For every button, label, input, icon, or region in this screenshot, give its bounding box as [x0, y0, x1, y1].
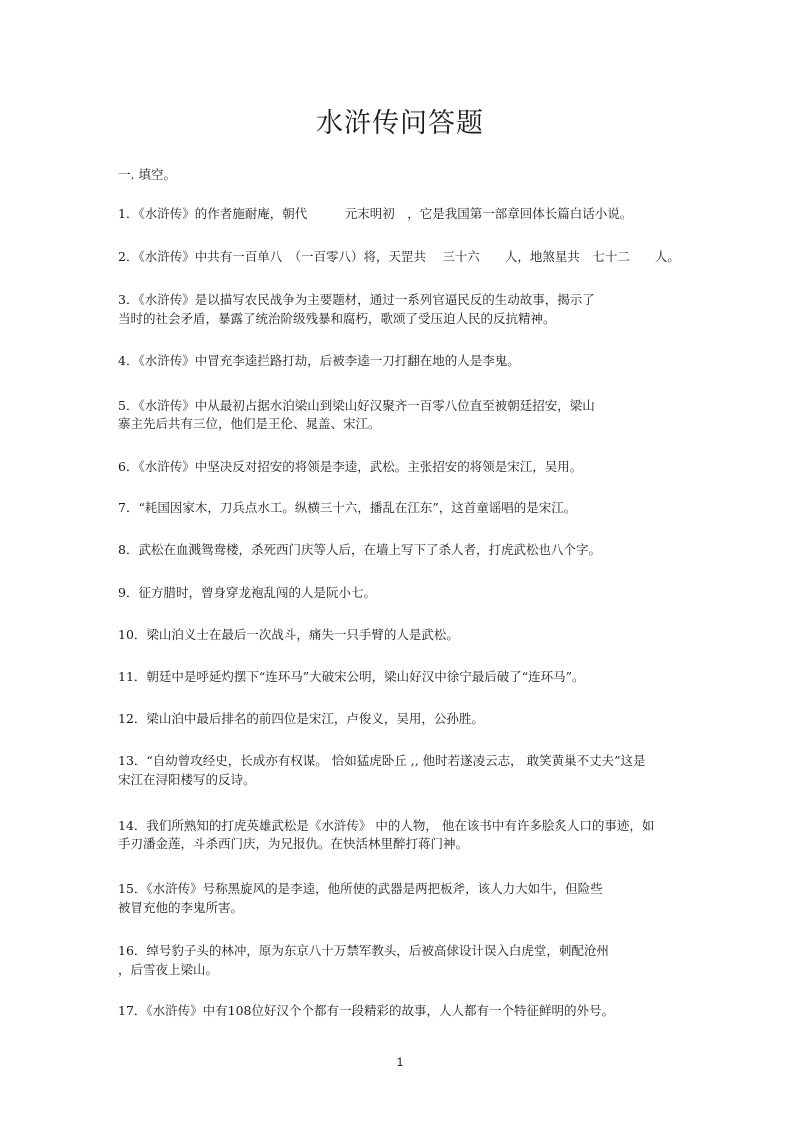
page-title: 水浒传问答题	[316, 108, 484, 139]
question-17-line-1: 17．《水浒传》中有108位好汉个个都有一段精彩的故事，人人都有一个特征鲜明的外号。	[118, 1003, 615, 1018]
section-heading: 一. 填空。	[118, 167, 176, 182]
question-3-line-1: 3．《水浒传》是以描写农民战争为主要题材，通过一系列官逼民反的生动故事，揭示了	[118, 292, 595, 307]
question-13-line-1: 13．“自幼曾攻经史，长成亦有权谋。 恰如猛虎卧丘 ,, 他时若遂凌云志， 敢笑黄巢不丈夫”这是	[118, 753, 646, 768]
question-13-line-2: 宋江在浔阳楼写的反诗。	[118, 772, 256, 787]
question-10-line-1: 10．梁山泊义士在最后一次战斗，痛失一只手臂的人是武松。	[118, 627, 459, 642]
question-7-line-1: 7．“耗国因家木，刀兵点水工。纵横三十六，播乱在江东”，这首童谣唱的是宋江。	[118, 500, 577, 515]
question-16-line-2: ，后雪夜上梁山。	[118, 962, 219, 977]
question-15-line-1: 15．《水浒传》号称黑旋风的是李逵，他所使的武器是两把板斧，该人力大如牛，但险些	[118, 881, 603, 896]
question-14-line-1: 14．我们所熟知的打虎英雄武松是《水浒传》 中的人物， 他在该书中有许多脍炙人口的事迹，如	[118, 818, 655, 833]
question-11-line-1: 11．朝廷中是呼延灼摆下“连环马”大破宋公明，梁山好汉中徐宁最后破了“连环马”。	[118, 669, 585, 684]
question-3-line-2: 当时的社会矛盾，暴露了统治阶级残暴和腐朽，歌颂了受压迫人民的反抗精神。	[118, 311, 556, 326]
question-14-line-2: 手刃潘金莲，斗杀西门庆，为兄报仇。在快活林里醉打蒋门神。	[118, 836, 469, 851]
page-number: 1	[396, 1055, 404, 1069]
question-16-line-1: 16．绰号豹子头的林冲，原为东京八十万禁军教头，后被高俅设计误入白虎堂，刺配沧州	[118, 943, 609, 958]
question-5-line-1: 5．《水浒传》中从最初占据水泊梁山到梁山好汉聚齐一百零八位直至被朝廷招安，梁山	[118, 398, 595, 413]
question-15-line-2: 被冒充他的李鬼所害。	[118, 900, 244, 915]
question-2-line-1: 2．《水浒传》中共有一百单八 （一百零八）将，天罡共 三十六 人，地煞星共 七十二 人。	[118, 249, 680, 264]
question-4-line-1: 4．《水浒传》中冒充李逵拦路打劫，后被李逵一刀打翻在地的人是李鬼。	[118, 353, 520, 368]
question-1-line-1: 1．《水浒传》的作者施耐庵，朝代 元末明初 ，它是我国第一部章回体长篇白话小说。	[118, 206, 633, 221]
question-5-line-2: 寨主先后共有三位，他们是王伦、晁盖、宋江。	[118, 416, 381, 431]
question-9-line-1: 9．征方腊时，曾身穿龙袍乱闯的人是阮小七。	[118, 585, 376, 600]
question-8-line-1: 8．武松在血溅鸳鸯楼，杀死西门庆等人后，在墙上写下了杀人者，打虎武松也八个字。	[118, 542, 601, 557]
question-12-line-1: 12．梁山泊中最后排名的前四位是宋江，卢俊义，吴用，公孙胜。	[118, 711, 484, 726]
question-6-line-1: 6．《水浒传》中坚决反对招安的将领是李逵，武松。主张招安的将领是宋江，吴用。	[118, 459, 583, 474]
